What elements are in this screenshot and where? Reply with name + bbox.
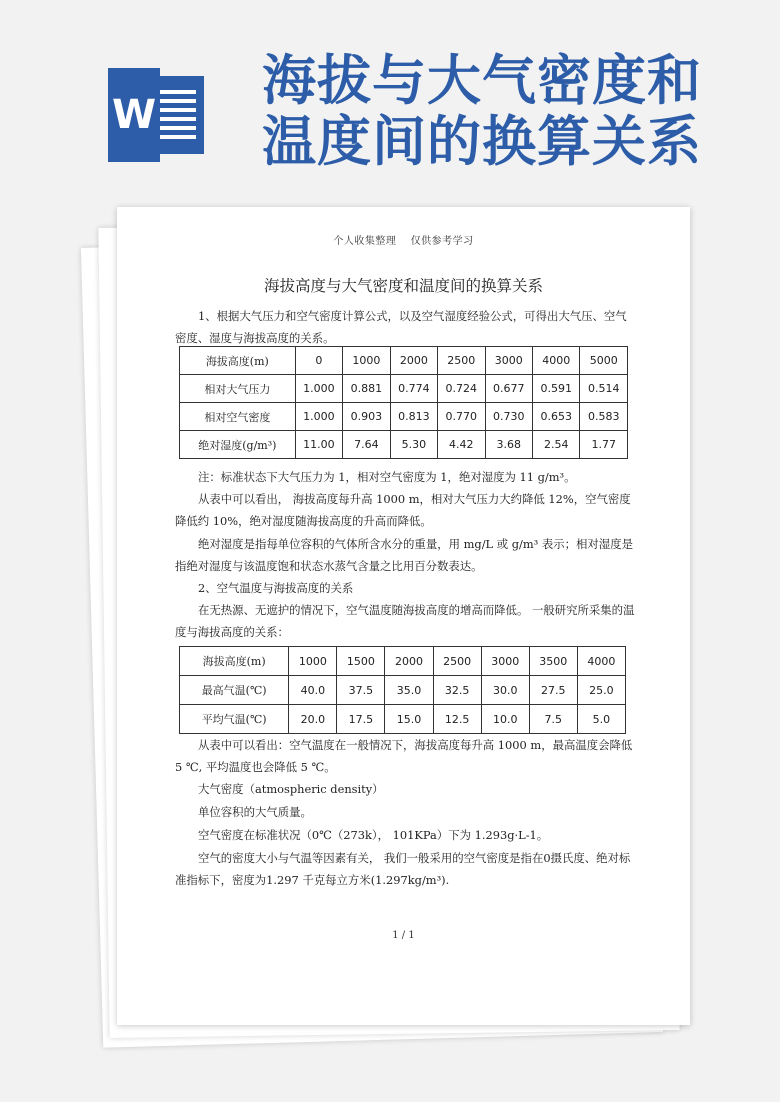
table-cell: 海拔高度(m) [180, 647, 289, 676]
table-cell: 7.64 [343, 431, 390, 459]
table-cell: 3000 [485, 347, 532, 375]
table-cell: 0.730 [485, 403, 532, 431]
table-cell: 0.653 [533, 403, 580, 431]
table-cell: 相对大气压力 [180, 375, 296, 403]
table-cell: 相对空气密度 [180, 403, 296, 431]
table-cell: 10.0 [481, 705, 529, 734]
document-title: 海拔高度与大气密度和温度间的换算关系 [263, 277, 543, 295]
table-cell: 2500 [433, 647, 481, 676]
table-cell: 1500 [337, 647, 385, 676]
table-cell: 0 [295, 347, 342, 375]
table-cell: 12.5 [433, 705, 481, 734]
table-cell: 0.881 [343, 375, 390, 403]
table-cell: 3000 [481, 647, 529, 676]
table-cell: 2000 [390, 347, 437, 375]
table-row [180, 431, 628, 459]
word-document-icon [108, 66, 210, 164]
table-row [180, 375, 628, 403]
table-cell: 绝对湿度(g/m³) [180, 431, 296, 459]
table-cell: 37.5 [337, 676, 385, 705]
paragraph-temperature-intro: 在无热源、无遮护的情况下，空气温度随海拔高度的增高而降低。 一般研究所采集的温度与海拔高度的关系： [175, 603, 635, 639]
table-cell: 35.0 [385, 676, 433, 705]
table-cell: 5000 [580, 347, 628, 375]
table-cell: 平均气温(℃) [180, 705, 289, 734]
table-cell: 4000 [533, 347, 580, 375]
table-cell: 0.813 [390, 403, 437, 431]
table-cell: 32.5 [433, 676, 481, 705]
paragraph-density-definition: 单位容积的大气质量。 [198, 805, 312, 819]
banner-title [262, 50, 772, 172]
table1-note: 注：标准状态下大气压力为 1，相对空气密度为 1，绝对湿度为 11 g/m³。 [198, 470, 576, 484]
table-cell: 2000 [385, 647, 433, 676]
section-heading-temperature: 2、空气温度与海拔高度的关系 [198, 581, 354, 595]
table-cell: 0.583 [580, 403, 628, 431]
table-cell: 0.724 [438, 375, 485, 403]
table-row [180, 647, 626, 676]
table-cell: 40.0 [289, 676, 337, 705]
table-cell: 0.677 [485, 375, 532, 403]
table-cell: 17.5 [337, 705, 385, 734]
table-cell: 7.5 [529, 705, 577, 734]
pressure-density-table [179, 346, 628, 459]
table-row [180, 347, 628, 375]
table-cell: 5.0 [577, 705, 625, 734]
table-cell: 最高气温(℃) [180, 676, 289, 705]
table-cell: 0.774 [390, 375, 437, 403]
table-cell: 2.54 [533, 431, 580, 459]
svg-text:W: W [111, 92, 157, 138]
table-cell: 4.42 [438, 431, 485, 459]
table-cell: 0.514 [580, 375, 628, 403]
table-cell: 3500 [529, 647, 577, 676]
table-row [180, 403, 628, 431]
table-cell: 27.5 [529, 676, 577, 705]
table-cell: 4000 [577, 647, 625, 676]
table-cell: 1.000 [295, 403, 342, 431]
header-note: 个人收集整理 仅供参考学习 [333, 236, 474, 247]
banner-title-line-1: 海拔与大气密度和 [262, 49, 702, 112]
table-cell: 20.0 [289, 705, 337, 734]
table-cell: 15.0 [385, 705, 433, 734]
paragraph-density-term: 大气密度（atmospheric density） [198, 782, 384, 796]
table-cell: 0.591 [533, 375, 580, 403]
paragraph-humidity-definition: 绝对湿度是指每单位容积的气体所含水分的重量，用 mg/L 或 g/m³ 表示；相对湿度是指绝对湿度与该温度饱和状态水蒸气含量之比用百分数表达。 [175, 537, 633, 573]
table-cell: 1000 [343, 347, 390, 375]
table-cell: 11.00 [295, 431, 342, 459]
table-cell: 3.68 [485, 431, 532, 459]
page-number: 1 / 1 [392, 930, 415, 941]
table-cell: 0.770 [438, 403, 485, 431]
table-cell: 1.000 [295, 375, 342, 403]
paragraph-standard-density: 空气密度在标准状况（0℃（273k）， 101KPa）下为 1.293g·L-1。 [198, 828, 549, 842]
table-cell: 0.903 [343, 403, 390, 431]
paragraph-density-factors: 空气的密度大小与气温等因素有关， 我们一般采用的空气密度是指在0摄氏度、绝对标准指标下，密度为1.297 千克每立方米(1.297kg/m³). [175, 851, 631, 887]
table-cell: 25.0 [577, 676, 625, 705]
table-cell: 海拔高度(m) [180, 347, 296, 375]
document-page [117, 207, 690, 1025]
table-cell: 30.0 [481, 676, 529, 705]
paragraph-pressure-analysis: 从表中可以看出， 海拔高度每升高 1000 m，相对大气压力大约降低 12%，空气密度降低约 10%，绝对湿度随海拔高度的升高而降低。 [175, 492, 631, 528]
table-cell: 1.77 [580, 431, 628, 459]
temperature-table [179, 646, 626, 734]
table-cell: 2500 [438, 347, 485, 375]
banner-title-line-2: 温度间的换算关系 [262, 110, 702, 173]
table-row [180, 705, 626, 734]
paragraph-temperature-analysis: 从表中可以看出：空气温度在一般情况下，海拔高度每升高 1000 m，最高温度会降低 5 ℃, 平均温度也会降低 5 ℃。 [175, 738, 633, 774]
table-row [180, 676, 626, 705]
table-cell: 1000 [289, 647, 337, 676]
table-cell: 5.30 [390, 431, 437, 459]
paragraph-intro: 1、根据大气压力和空气密度计算公式，以及空气湿度经验公式，可得出大气压、空气密度、湿度与海拔高度的关系。 [175, 309, 627, 345]
